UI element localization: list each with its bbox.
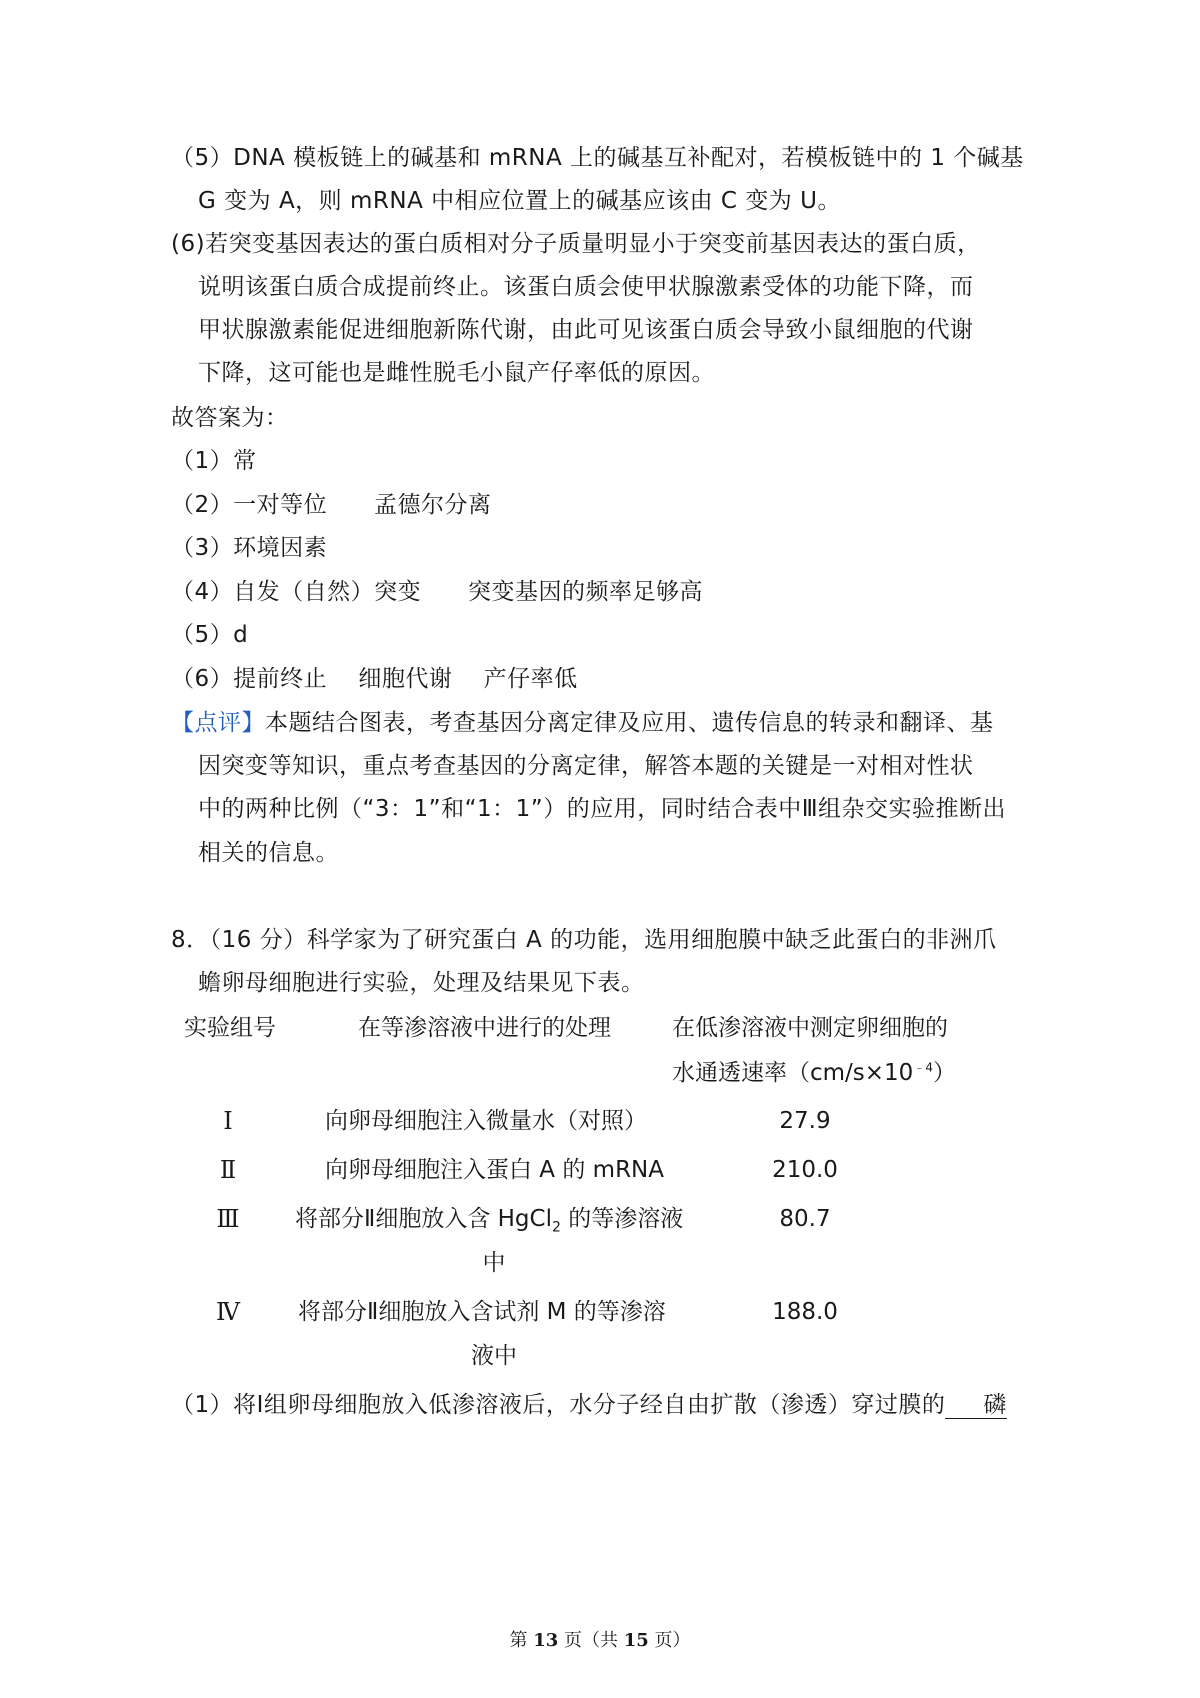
row-rate: 80.7 [779,1206,831,1232]
row-treatment-continued: 液中 [471,1343,517,1369]
row-treatment: 将部分Ⅱ细胞放入含 HgCl$_2$ 的等渗溶液 [295,1206,684,1236]
question8-line1: 8．（16 分）科学家为了研究蛋白 A 的功能，选用细胞膜中缺乏此蛋白的非洲爪 [171,927,997,953]
page-total: 15 [623,1630,649,1651]
table-header-rate-line1: 在低渗溶液中测定卵细胞的 [672,1015,948,1041]
review-label: 【点评】 [171,710,265,736]
explanation-p6-line3: 甲状腺激素能促进细胞新陈代谢，由此可见该蛋白质会导致小鼠细胞的代谢 [198,317,974,343]
answer-6: （6）提前终止 细胞代谢 产仔率低 [171,666,578,692]
answer-2: （2）一对等位 孟德尔分离 [171,492,492,518]
explanation-p5-line1: （5）DNA 模板链上的碱基和 mRNA 上的碱基互补配对，若模板链中的 1 个碱基 [171,145,1024,171]
answer-3: （3）环境因素 [171,535,328,561]
explanation-p6-line4: 下降，这可能也是雌性脱毛小鼠产仔率低的原因。 [198,360,715,386]
review-text-1: 本题结合图表，考查基因分离定律及应用、遗传信息的转录和翻译、基 [265,710,994,736]
answers-heading: 故答案为： [171,405,289,431]
page-footer: 第 13 页（共 15 页） [509,1630,691,1651]
question8-line2: 蟾卵母细胞进行实验，处理及结果见下表。 [198,970,645,996]
explanation-p6-line2: 说明该蛋白质合成提前终止。该蛋白质会使甲状腺激素受体的功能下降，而 [198,274,974,300]
review-line4: 相关的信息。 [198,840,339,866]
row-treatment: 向卵母细胞注入蛋白 A 的 mRNA [325,1157,664,1183]
answer-4: （4）自发（自然）突变 突变基因的频率足够高 [171,579,703,605]
question8-sub1 [171,1390,1007,1420]
row-group: Ⅱ [219,1156,237,1184]
explanation-p5-line2: G 变为 A，则 mRNA 中相应位置上的碱基应该由 C 变为 U。 [198,188,841,214]
row-treatment-continued: 中 [482,1250,506,1276]
answer-blank: 磷 [945,1392,1007,1419]
table-header-treatment: 在等渗溶液中进行的处理 [358,1015,611,1041]
review-line3: 中的两种比例（“3：1”和“1：1”）的应用，同时结合表中Ⅲ组杂交实验推断出 [198,796,1007,822]
row-treatment: 向卵母细胞注入微量水（对照） [325,1108,647,1134]
sub1-text: （1）将Ⅰ组卵母细胞放入低渗溶液后，水分子经自由扩散（渗透）穿过膜的 [171,1392,946,1418]
row-group: Ⅳ [216,1298,240,1326]
row-rate: 27.9 [779,1108,831,1134]
row-treatment: 将部分Ⅱ细胞放入含试剂 M 的等渗溶 [298,1299,666,1325]
review-line2: 因突变等知识，重点考查基因的分离定律，解答本题的关键是一对相对性状 [198,753,974,779]
table-header-rate-line2: 水通透速率$(cm/s\times 10^{﹣4})$ [672,1060,956,1086]
row-rate: 188.0 [772,1299,838,1325]
review-line1 [171,708,994,738]
table-header-group: 实验组号 [184,1015,276,1041]
explanation-p6-line1: (6)若突变基因表达的蛋白质相对分子质量明显小于突变前基因表达的蛋白质， [171,231,981,257]
row-rate: 210.0 [772,1157,838,1183]
answer-5: （5）d [171,622,249,648]
row-group: Ⅲ [216,1205,240,1233]
answer-1: （1）常 [171,448,257,474]
page-number: 13 [533,1630,559,1651]
row-group: Ⅰ [223,1107,233,1135]
